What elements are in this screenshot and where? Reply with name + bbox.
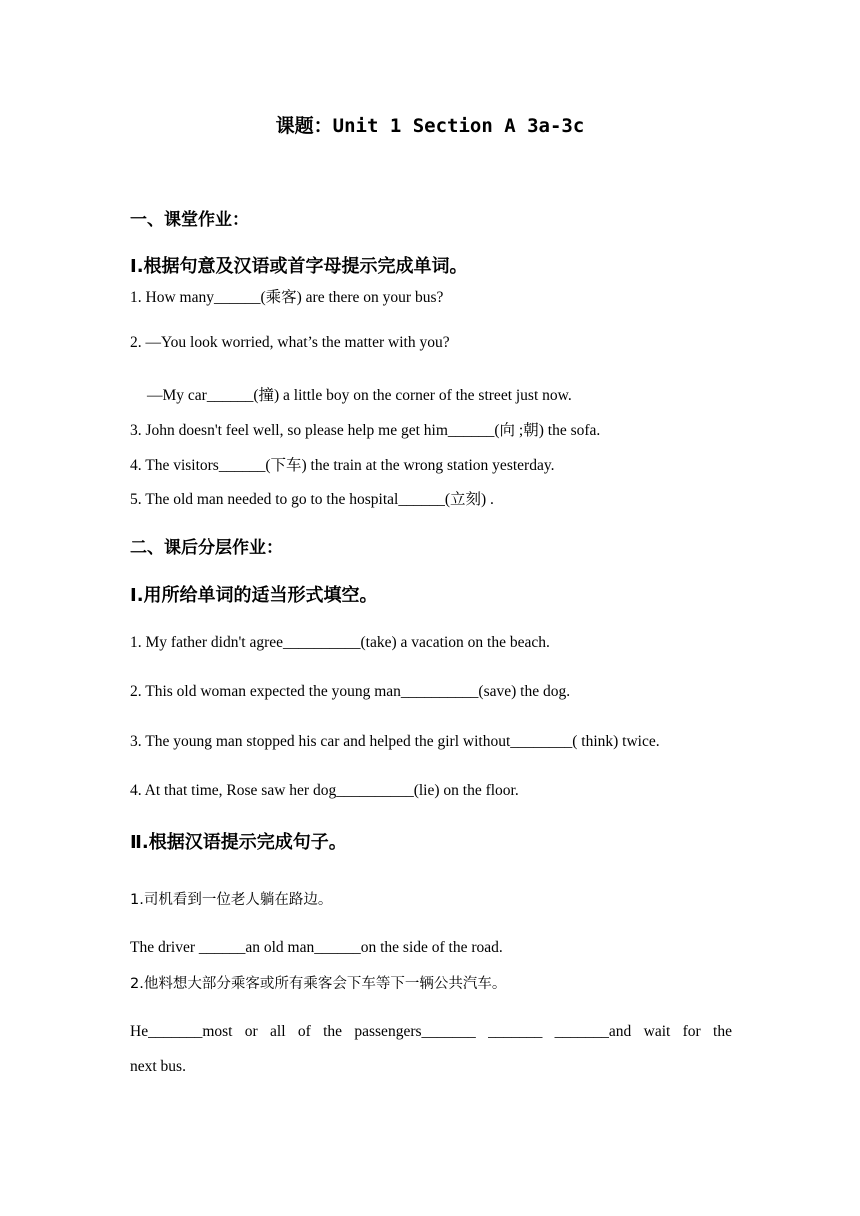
exercise-line: 3. John doesn't feel well, so please help me get him______(向 ;朝) the sofa. [130,422,601,439]
exercise-line: The driver ______an old man______on the side of the road. [130,939,503,956]
part1-section-heading: Ⅰ.根据句意及汉语或首字母提示完成单词。 [130,256,468,277]
exercise-line: 2. —You look worried, what’s the matter with you? [130,334,450,351]
exercise-line: 4. The visitors______(下车) the train at the wrong station yesterday. [130,457,555,474]
exercise-line: —My car______(撞) a little boy on the corner of the street just now. [147,387,572,404]
exercise-line: next bus. [130,1058,186,1075]
exercise-line: 2. This old woman expected the young man__________(save) the dog. [130,683,571,700]
page-title: 课题：Unit 1 Section A 3a-3c [275,115,585,137]
exercise-line: 5. The old man needed to go to the hospital______(立刻) . [130,491,494,508]
chinese-prompt: 2.他料想大部分乘客或所有乘客会下车等下一辆公共汽车。 [130,976,507,992]
part2-heading: 二、课后分层作业： [130,538,283,558]
part1-heading: 一、课堂作业： [130,210,249,230]
exercise-line: 1. How many______(乘客) are there on your bus? [130,289,444,306]
exercise-line: He_______most or all of the passengers_______ _______ _______and wait for the [130,1023,732,1040]
exercise-line: 3. The young man stopped his car and helped the girl without________( think) twice. [130,733,660,750]
part2-section2-heading: Ⅱ.根据汉语提示完成句子。 [130,832,347,853]
exercise-line: 4. At that time, Rose saw her dog__________(lie) on the floor. [130,782,519,799]
chinese-prompt: 1.司机看到一位老人躺在路边。 [130,892,333,908]
part2-section1-heading: Ⅰ.用所给单词的适当形式填空。 [130,585,378,606]
exercise-line: 1. My father didn't agree__________(take) a vacation on the beach. [130,634,550,651]
